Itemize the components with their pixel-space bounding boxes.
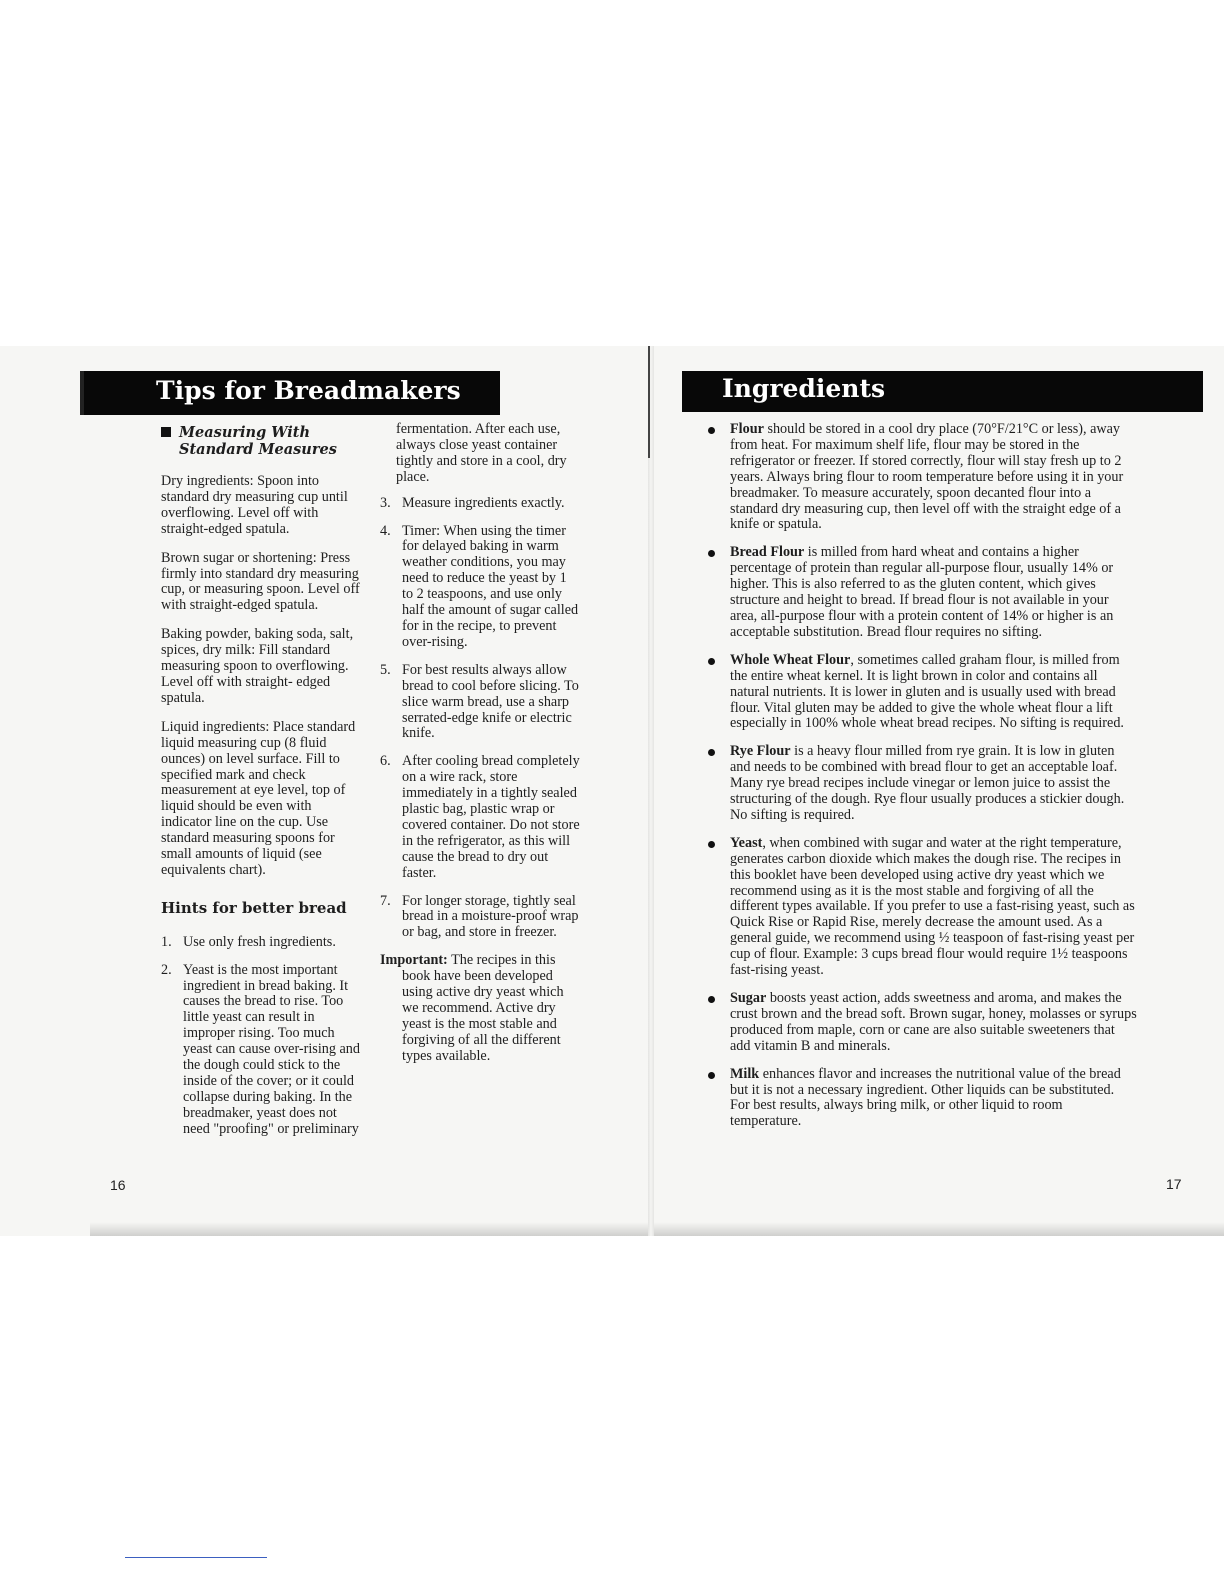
gutter-line [648, 346, 650, 458]
measuring-paragraph: Liquid ingredients: Place standard liquid measuring cup (8 fluid ounces) on level surface. Fill to specified mark and check measurement at eye level, top of liquid should be even with indicator line on the cup. Use standard measuring spoons for small amounts of liquid (see equivalents chart). [161, 718, 356, 878]
measuring-section-title: Measuring With Standard Measures [161, 424, 363, 458]
ingredient-item: Milk enhances flavor and increases the nutritional value of the bread but it is not a necessary ingredient. Other liquids can be substituted. For best results, always bring milk, or other liquid to room temperature. [718, 1067, 1137, 1131]
bullet-icon [708, 1072, 715, 1079]
hints-title: Hints for better bread [161, 898, 347, 917]
bullet-icon [708, 427, 715, 434]
right-page-title: Ingredients [722, 374, 886, 403]
ingredient-term: Milk [730, 1065, 760, 1082]
bullet-icon [708, 996, 715, 1003]
ingredient-item: Sugar boosts yeast action, adds sweetness and aroma, and makes the crust brown and the bread soft. Brown sugar, honey, molasses or syrups produced from maple, corn or cane are also suitable sweeteners that add vitamin B and minerals. [718, 991, 1137, 1055]
hint-item: 7. For longer storage, tightly seal bread in a moisture-proof wrap or bag, and store in freezer. [380, 892, 579, 941]
ingredient-term: Yeast [730, 834, 763, 851]
hint-item: 2. Yeast is the most important ingredient in bread baking. It causes the bread to rise. Too little yeast can result in improper rising. Too much yeast can cause over-rising and the dough could stick to the inside of the cover; or it could collapse during baking. In the breadmaker, yeast does not need "proofing" or preliminary [161, 961, 360, 1137]
measuring-paragraph: Dry ingredients: Spoon into standard dry measuring cup until overflowing. Level off with straight-edged spatula. [161, 473, 348, 537]
book-gutter [648, 346, 654, 1236]
left-page-header [80, 371, 500, 415]
square-bullet-icon [161, 427, 171, 437]
hint-item: 1. Use only fresh ingredients. [161, 933, 336, 950]
hint-2-continued: fermentation. After each use, always close yeast container tightly and store in a cool, dry place. [396, 421, 567, 485]
ingredients-column [718, 422, 1137, 1142]
ingredient-item: Bread Flour is milled from hard wheat and contains a higher percentage of protein than regular all-purpose flour, usually 14% or higher. This is also referred to as the gluten content, which gives structure and height to bread. If bread flour is not available in your area, all-purpose flour with a protein content of 14% or higher is an acceptable substitution. Bread flour requires no sifting. [718, 545, 1137, 640]
ingredient-term: Flour [730, 421, 764, 437]
ingredient-item: Whole Wheat Flour, sometimes called graham flour, is milled from the entire wheat kernel. It is light brown in color and contains all natural nutrients. It is lower in gluten and is usually used with bread flour. Vital gluten may be added to give the whole wheat flour a lift especially in 100% whole wheat bread recipes. No sifting is required. [718, 653, 1137, 733]
important-note [380, 953, 580, 1064]
hints-list-col1 [161, 935, 363, 1138]
measuring-paragraph: Brown sugar or shortening: Press firmly into standard dry measuring cup, or measuring spoon. Level off with straight-edged spatula. [161, 549, 360, 614]
hint-item: 5. For best results always allow bread to cool before slicing. To slice warm bread, use a sharp serrated-edge knife or electric knife. [380, 661, 579, 742]
important-label: Important: [380, 952, 448, 969]
hint-item: 6. After cooling bread completely on a wire rack, store immediately in a tightly sealed plastic bag, plastic wrap or covered container. Do not store in the refrigerator, as this will cause the bread to dry out faster. [380, 753, 580, 881]
left-page-title: Tips for Breadmakers [156, 376, 461, 405]
bullet-icon [708, 841, 715, 848]
left-column-1 [161, 424, 363, 1150]
important-text: The recipes in this book have been developed using active dry yeast which we recommend. Active dry yeast is the most stable and forgiving of all the different types available. [402, 952, 564, 1064]
ingredient-term: Whole Wheat Flour [730, 651, 851, 668]
ingredient-term: Bread Flour [730, 544, 805, 561]
page-bottom-shadow [90, 1222, 1224, 1236]
bullet-icon [708, 658, 715, 665]
hint-item: 3. Measure ingredients exactly. [380, 494, 565, 511]
measuring-paragraph: Baking powder, baking soda, salt, spices, dry milk: Fill standard measuring spoon to overflowing. Level off with straight- edged spatula. [161, 626, 354, 706]
ingredient-term: Rye Flour [730, 743, 791, 760]
left-column-2 [380, 422, 580, 1065]
ingredient-item: Flour should be stored in a cool dry place (70°F/21°C or less), away from heat. For maximum shelf life, flour may be stored in the refrigerator or freezer. If stored correctly, flour will stay fresh up to 2 years. Always bring flour to room temperature before using it in your breadmaker. To measure accurately, spoon decanted flour into a standard dry measuring cup, then level off with the straight edge of a knife or spatula. [718, 422, 1137, 533]
ingredient-item: Rye Flour is a heavy flour milled from rye grain. It is low in gluten and needs to be combined with bread flour to get an acceptable loaf. Many rye bread recipes include vinegar or lemon juice to assist the structuring of the dough. Rye flour usually produces a stickier dough. No sifting is required. [718, 744, 1137, 824]
page-number-left: 16 [110, 1177, 126, 1193]
hint-item: 4. Timer: When using the timer for delayed baking in warm weather conditions, you may need to reduce the yeast by 1 to 2 teaspoons, and use only half the amount of sugar called for in the recipe, to prevent over-rising. [380, 522, 579, 650]
bottom-rule [125, 1557, 267, 1558]
page-number-right: 17 [1166, 1176, 1182, 1192]
hints-list-col2 [380, 496, 580, 942]
right-page-header [682, 371, 1203, 412]
ingredient-item: Yeast, when combined with sugar and water at the right temperature, generates carbon dioxide which makes the dough rise. The recipes in this booklet have been developed using active dry yeast which we recommend using as it is the most stable and forgiving of all the different types available. If you prefer to use a fast-rising yeast, such as Quick Rise or Rapid Rise, merely decrease the amount used. As a general guide, we recommend using ½ teaspoon of fast-rising yeast per cup of flour. Example: 3 cups bread flour would require 1½ teaspoons fast-rising yeast. [718, 836, 1137, 979]
ingredient-term: Sugar [730, 990, 767, 1006]
